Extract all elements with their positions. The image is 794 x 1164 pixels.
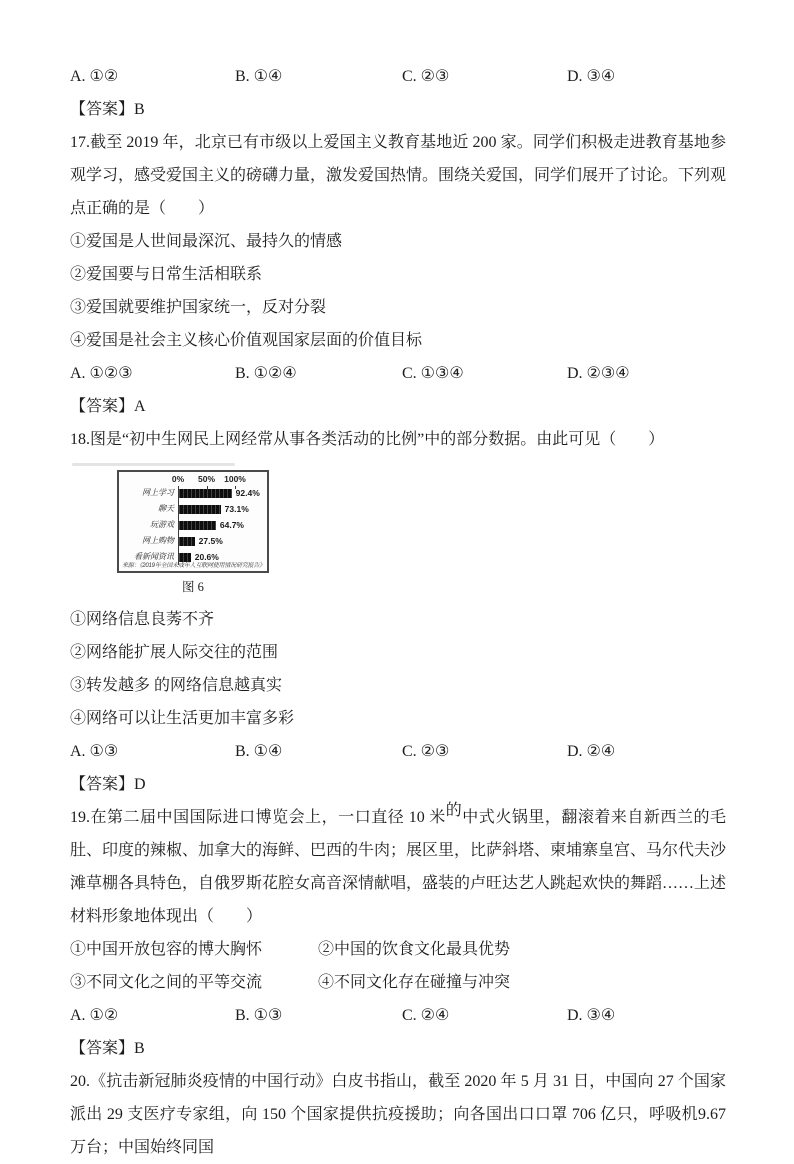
chart-bar [179,505,221,514]
q17-statement-4: ④爱国是社会主义核心价值观国家层面的价值目标 [70,332,423,349]
q19-stem-text-2: 中式火锅里，翻滚着来自新西兰的毛肚、印度的辣椒、加拿大的海鲜、巴西的牛肉；展区里，比萨斜塔、柬埔寨皇宫、马尔代夫沙滩草棚各具特色，自俄罗斯花腔女高音深情献唱，盛装的卢旺达艺人跳起欢快的舞蹈……上述材料形象地体现出（ ） [70,809,727,925]
axis-tick-label: 50% [197,474,216,484]
q17-option-d: D. ②③④ [567,365,630,382]
chart-axis-row [119,472,267,485]
bar-chart-figure [117,470,726,597]
q19-option-c: C. ②④ [402,1007,450,1024]
q19-options-row [70,999,726,1032]
chart-source: 来源：《2019年全国未成年人互联网使用情况研究报告》 [122,563,265,569]
q16-option-d: D. ③④ [567,68,616,85]
chart-bar [179,537,195,546]
q19-statements-row-1 [70,933,726,966]
q16-option-c: C. ②③ [402,68,450,85]
chart-value-label: 27.5% [198,536,223,546]
q19-statements-row-2 [70,966,726,999]
chart-value-label: 73.1% [224,504,249,514]
q18-statement-4: ④网络可以让生活更加丰富多彩 [70,710,295,727]
q19-answer: 【答案】B [70,1040,145,1057]
q18-answer: 【答案】D [70,776,146,793]
q18-statement-3: ③转发越多 的网络信息越真实 [70,677,283,694]
axis-tick [207,486,208,489]
q17-option-b: B. ①②④ [235,365,297,382]
q18-statement-2: ②网络能扩展人际交往的范围 [70,644,279,661]
chart-category-label: 看新闻资讯 [134,552,174,561]
axis-tick [235,486,236,489]
q18-option-a: A. ①③ [70,743,119,760]
q18-option-c: C. ②③ [402,743,450,760]
q19-option-b: B. ①③ [235,1007,283,1024]
chart-row [119,485,267,501]
chart-value-label: 64.7% [219,520,244,530]
chart-value-label: 92.4% [235,488,260,498]
q19-option-d: D. ③④ [567,1007,616,1024]
chart-caption: 图 6 [182,580,204,594]
chart-bar [179,521,216,530]
q19-statement-2: ②中国的饮食文化最具优势 [318,941,511,958]
q18-stem: 18.图是“初中生网民上网经常从事各类活动的比例”中的部分数据。由此可见（ ） [70,431,665,448]
chart-box [117,470,269,573]
axis-tick-label: 100% [224,474,246,484]
chart-category-label: 玩游戏 [150,520,174,529]
q19-statement-1: ①中国开放包容的博大胸怀 [70,941,263,958]
chart-row [119,517,267,533]
chart-axis-line [178,486,179,565]
q19-stem-superscript: 的 [445,802,463,819]
chart-category-label: 聊天 [158,504,174,513]
chart-row [119,501,267,517]
q18-statement-1: ①网络信息良莠不齐 [70,611,215,628]
chart-rows [119,485,267,565]
chart-category-label: 网上学习 [142,488,174,497]
q19-stem [70,801,726,933]
q18-option-b: B. ①④ [235,743,283,760]
q19-statement-3: ③不同文化之间的平等交流 [70,974,263,991]
q17-option-a: A. ①②③ [70,365,133,382]
q16-options-row [70,60,726,93]
q19-statement-4: ④不同文化存在碰撞与冲突 [318,974,511,991]
chart-value-label: 20.6% [194,552,219,562]
chart-category-label: 网上购物 [142,536,174,545]
q18-option-d: D. ②④ [567,743,616,760]
q17-statement-1: ①爱国是人世间最深沉、最持久的情感 [70,233,343,250]
chart-bar [179,553,191,562]
q16-answer: 【答案】B [70,101,145,118]
axis-tick-label: 0% [171,474,185,484]
q20-stem: 20.《抗击新冠肺炎疫情的中国行动》白皮书指山，截至 2020 年 5 月 31 日，中国向 27 个国家派出 29 支医疗专家组，向 150 个国家提供抗疫援助；向各国出口口罩 706 亿只，呼吸机9.67 万台；中国始终同国 [70,1073,726,1156]
q17-statement-2: ②爱国要与日常生活相联系 [70,266,263,283]
q19-stem-text-1: 19.在第二届中国国际进口博览会上，一口直径 10 米 [70,809,446,826]
q18-options-row [70,735,726,768]
q16-option-a: A. ①② [70,68,119,85]
q17-options-row [70,357,726,390]
chart-row [119,533,267,549]
q17-statement-3: ③爱国就要维护国家统一，反对分裂 [70,299,327,316]
chart-bar [179,489,232,498]
scan-artifact-line [72,463,235,466]
q17-option-c: C. ①③④ [402,365,464,382]
q16-option-b: B. ①④ [235,68,283,85]
q19-option-a: A. ①② [70,1007,119,1024]
q17-answer: 【答案】A [70,398,146,415]
q17-stem: 17.截至 2019 年，北京已有市级以上爱国主义教育基地近 200 家。同学们积极走进教育基地参观学习，感受爱国主义的磅礴力量，激发爱国热情。围绕关爱国，同学们展开了讨论。下列观点正确的是（ ） [70,134,727,217]
